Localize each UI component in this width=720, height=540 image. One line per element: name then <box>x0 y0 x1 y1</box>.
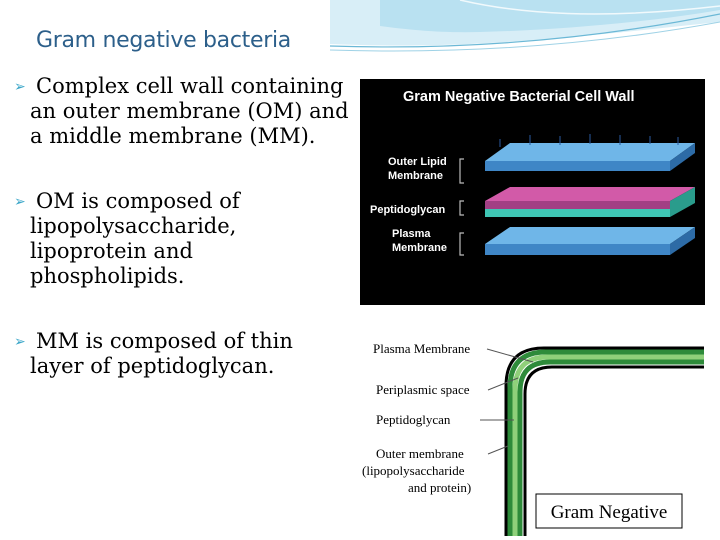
plasma-membrane-layer <box>485 227 695 255</box>
label-outer-membrane-line2: (lipopolysaccharide <box>362 463 465 478</box>
gram-negative-envelope-diagram <box>348 326 704 536</box>
label-plasma-line1: Plasma <box>392 228 431 240</box>
label-peptidoglycan-bottom: Peptidoglycan <box>376 412 451 427</box>
label-periplasmic-space: Periplasmic space <box>376 382 470 397</box>
bullet-arrow-icon: ➢ <box>14 79 26 95</box>
label-outer-membrane-line1: Outer membrane <box>376 446 464 461</box>
bullet-text: MM is composed of thin layer of peptidoglycan. <box>30 329 293 378</box>
label-peptidoglycan: Peptidoglycan <box>370 204 446 216</box>
figure-title: Gram Negative Bacterial Cell Wall <box>403 89 635 105</box>
peptidoglycan-layer <box>485 187 695 217</box>
slide-title: Gram negative bacteria <box>36 28 291 53</box>
label-plasma-membrane: Plasma Membrane <box>373 341 471 356</box>
bullet-item <box>14 329 352 379</box>
bullet-arrow-icon: ➢ <box>14 334 26 350</box>
bullet-item <box>14 189 352 289</box>
bullet-item <box>14 74 352 149</box>
cell-wall-layers-figure <box>360 79 705 305</box>
bullet-list <box>14 74 352 419</box>
label-outer-line2: Membrane <box>388 170 444 182</box>
label-outer-line1: Outer Lipid <box>388 156 447 168</box>
bullet-arrow-icon: ➢ <box>14 194 26 210</box>
bullet-text: Complex cell wall containing an outer membrane (OM) and a middle membrane (MM). <box>30 74 349 148</box>
label-plasma-line2: Membrane <box>392 242 448 254</box>
bullet-text: OM is composed of lipopolysaccharide, lipoprotein and phospholipids. <box>30 189 240 288</box>
label-outer-membrane-line3: and protein) <box>408 480 472 495</box>
figure-caption: Gram Negative <box>550 502 668 523</box>
